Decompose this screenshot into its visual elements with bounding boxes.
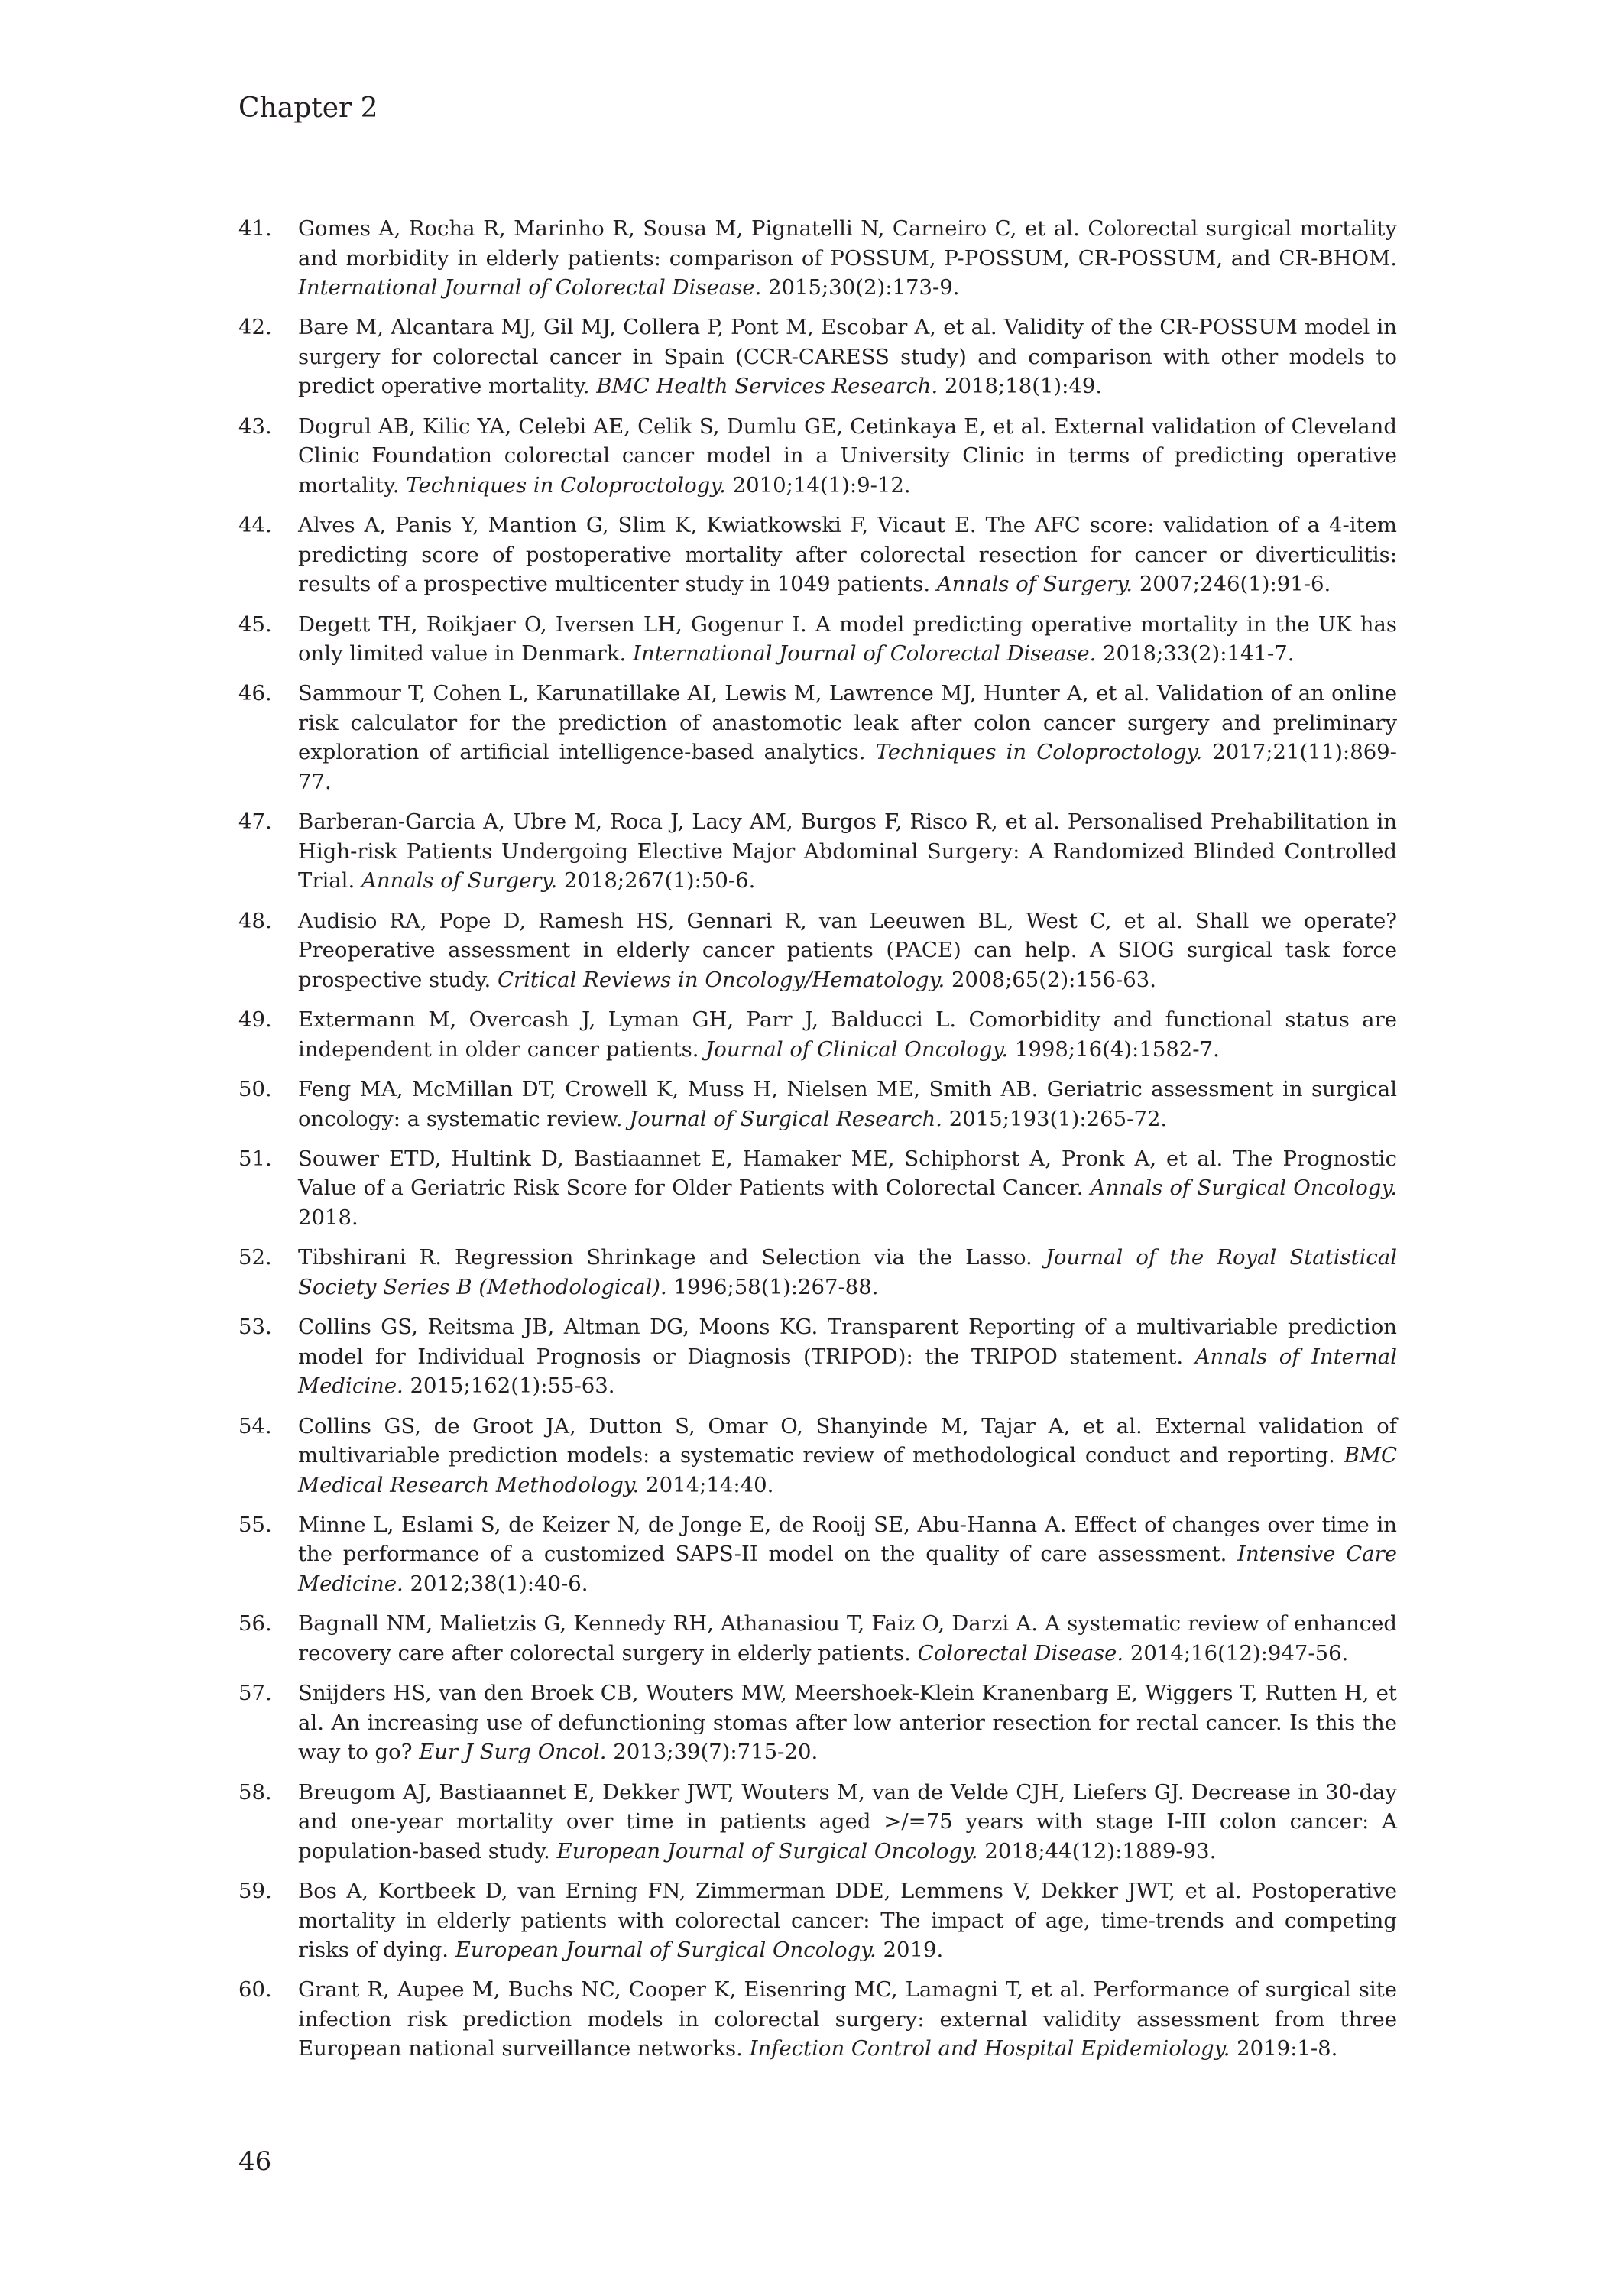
- reference-number: 57.: [238, 1681, 272, 1706]
- reference-item: [238, 1075, 1397, 1134]
- reference-journal: Journal of Clinical Oncology.: [705, 1036, 1009, 1062]
- reference-text: Minne L, Eslami S, de Keizer N, de Jonge E, de Rooij SE, Abu-Hanna A. Effect of changes over time in the performance of a customized SAPS-II model on the quality of care assessment.: [298, 1512, 1397, 1567]
- reference-number: 50.: [238, 1077, 272, 1102]
- reference-journal: Journal of Surgical Research.: [629, 1106, 942, 1131]
- reference-journal: International Journal of Colorectal Disease.: [632, 641, 1097, 666]
- reference-number: 58.: [238, 1779, 272, 1805]
- reference-journal: European Journal of Surgical Oncology.: [455, 1938, 877, 1963]
- reference-item: [238, 1312, 1397, 1401]
- reference-number: 48.: [238, 908, 272, 933]
- reference-citation: 2014;14:40.: [646, 1472, 774, 1497]
- reference-item: [238, 1144, 1397, 1233]
- reference-text: Snijders HS, van den Broek CB, Wouters MW, Meershoek-Klein Kranenbarg E, Wiggers T, Rutten H, et al. An increasing use of defunctioning stomas after low anterior resection for rectal cancer. Is this the way to go?: [298, 1681, 1397, 1765]
- reference-text: Breugom AJ, Bastiaannet E, Dekker JWT, Wouters M, van de Velde CJH, Liefers GJ. Decrease in 30-day and one-year mortality over time in patients aged >/=75 years with stage I-III colon cancer: A population-based study.: [298, 1779, 1397, 1863]
- reference-item: [238, 1876, 1397, 1965]
- reference-text: Bos A, Kortbeek D, van Erning FN, Zimmerman DDE, Lemmens V, Dekker JWT, et al. Postoperative mortality in elderly patients with colorectal cancer: The impact of age, time-trends and competing risks of dying.: [298, 1879, 1397, 1963]
- reference-journal: Critical Reviews in Oncology/Hematology.: [497, 967, 945, 992]
- reference-journal: Journal of the Royal Statistical Society Series B (Methodological).: [298, 1245, 1398, 1299]
- reference-citation: 2018;18(1):49.: [944, 374, 1103, 399]
- reference-item: [238, 679, 1397, 796]
- reference-item: [238, 1678, 1397, 1767]
- reference-item: [238, 1778, 1397, 1867]
- reference-journal: Annals of Surgical Oncology.: [1090, 1176, 1398, 1201]
- reference-citation: 2018;44(12):1889-93.: [984, 1838, 1217, 1863]
- reference-text: Bagnall NM, Malietzis G, Kennedy RH, Athanasiou T, Faiz O, Darzi A. A systematic review of enhanced recovery care after colorectal surgery in elderly patients.: [298, 1611, 1397, 1665]
- reference-journal: Annals of Surgery.: [361, 868, 558, 894]
- reference-journal: Colorectal Disease.: [917, 1640, 1124, 1665]
- reference-journal: Annals of Internal Medicine.: [298, 1344, 1397, 1399]
- reference-journal: Techniques in Coloproctology.: [875, 740, 1203, 765]
- reference-journal: Intensive Care Medicine.: [298, 1542, 1397, 1596]
- reference-number: 43.: [238, 414, 272, 439]
- reference-citation: 2015;162(1):55-63.: [410, 1374, 615, 1399]
- reference-item: [238, 807, 1397, 896]
- reference-number: 42.: [238, 315, 272, 340]
- reference-citation: 2013;39(7):715-20.: [613, 1740, 818, 1765]
- reference-item: [238, 1609, 1397, 1668]
- reference-citation: 1996;58(1):267-88.: [673, 1274, 879, 1299]
- reference-citation: 2007;246(1):91-6.: [1139, 572, 1331, 597]
- reference-text: Barberan-Garcia A, Ubre M, Roca J, Lacy AM, Burgos F, Risco R, et al. Personalised Prehabilitation in High-risk Patients Undergoing Elective Major Abdominal Surgery: A Randomized Blinded Controlled Trial.: [298, 809, 1397, 894]
- reference-text: Collins GS, de Groot JA, Dutton S, Omar O, Shanyinde M, Tajar A, et al. External validation of multivariable prediction models: a systematic review of methodological conduct and reporting.: [298, 1413, 1397, 1468]
- reference-journal: Infection Control and Hospital Epidemiology.: [749, 2036, 1230, 2061]
- reference-number: 49.: [238, 1007, 272, 1033]
- reference-text: Audisio RA, Pope D, Ramesh HS, Gennari R, van Leeuwen BL, West C, et al. Shall we operate? Preoperative assessment in elderly cancer patients (PACE) can help. A SIOG surgical task force prospective study.: [298, 908, 1397, 992]
- reference-number: 41.: [238, 216, 272, 241]
- reference-item: [238, 1975, 1397, 2064]
- reference-text: Degett TH, Roikjaer O, Iversen LH, Gogenur I. A model predicting operative mortality in the UK has only limited value in Denmark.: [298, 611, 1397, 666]
- reference-citation: 2018;267(1):50-6.: [563, 868, 756, 894]
- reference-item: [238, 313, 1397, 401]
- reference-citation: 2010;14(1):9-12.: [732, 472, 911, 498]
- reference-text: Dogrul AB, Kilic YA, Celebi AE, Celik S, Dumlu GE, Cetinkaya E, et al. External validation of Cleveland Clinic Foundation colorectal cancer model in a University Clinic in terms of predicting operative mortality.: [298, 414, 1397, 498]
- reference-text: Sammour T, Cohen L, Karunatillake AI, Lewis M, Lawrence MJ, Hunter A, et al. Validation of an online risk calculator for the prediction of anastomotic leak after colon cancer surgery and preliminary exploration of artificial intelligence-based analytics.: [298, 681, 1397, 765]
- reference-citation: 2014;16(12):947-56.: [1130, 1640, 1349, 1665]
- reference-citation: 2015;30(2):173-9.: [768, 275, 960, 300]
- reference-number: 47.: [238, 809, 272, 835]
- reference-journal: Annals of Surgery.: [936, 572, 1133, 597]
- reference-text: Grant R, Aupee M, Buchs NC, Cooper K, Eisenring MC, Lamagni T, et al. Performance of surgical site infection risk prediction models in colorectal surgery: external validity assessment from three European national surveillance networks.: [298, 1977, 1397, 2061]
- reference-item: [238, 1005, 1397, 1064]
- reference-text: Collins GS, Reitsma JB, Altman DG, Moons KG. Transparent Reporting of a multivariable prediction model for Individual Prognosis or Diagnosis (TRIPOD): the TRIPOD statement.: [298, 1315, 1397, 1369]
- reference-text: Souwer ETD, Hultink D, Bastiaannet E, Hamaker ME, Schiphorst A, Pronk A, et al. The Prognostic Value of a Geriatric Risk Score for Older Patients with Colorectal Cancer.: [298, 1146, 1397, 1201]
- reference-journal: International Journal of Colorectal Disease.: [298, 275, 762, 300]
- reference-item: [238, 1412, 1397, 1500]
- reference-number: 51.: [238, 1146, 272, 1171]
- reference-item: [238, 906, 1397, 995]
- reference-item: [238, 412, 1397, 501]
- reference-citation: 2015;193(1):265-72.: [948, 1106, 1168, 1131]
- reference-citation: 2019:1-8.: [1237, 2036, 1338, 2061]
- reference-citation: 2012;38(1):40-6.: [410, 1571, 588, 1596]
- page-number: 46: [238, 2146, 272, 2177]
- reference-citation: 2017;21(11):869-77.: [298, 740, 1397, 794]
- reference-list: [238, 214, 1397, 2074]
- reference-item: [238, 1243, 1397, 1302]
- reference-citation: 2018.: [298, 1205, 358, 1230]
- reference-citation: 1998;16(4):1582-7.: [1014, 1036, 1220, 1062]
- reference-number: 55.: [238, 1512, 272, 1537]
- reference-number: 52.: [238, 1245, 272, 1270]
- reference-number: 60.: [238, 1977, 272, 2003]
- reference-number: 46.: [238, 681, 272, 706]
- reference-number: 45.: [238, 611, 272, 637]
- reference-journal: Techniques in Coloproctology.: [406, 472, 726, 498]
- reference-text: Bare M, Alcantara MJ, Gil MJ, Collera P, Pont M, Escobar A, et al. Validity of the CR-POSSUM model in surgery for colorectal cancer in Spain (CCR-CARESS study) and comparison with other models to predict operative mortality.: [298, 315, 1397, 399]
- reference-journal: BMC Health Services Research.: [596, 374, 938, 399]
- reference-number: 44.: [238, 513, 272, 538]
- reference-citation: 2019.: [883, 1938, 944, 1963]
- reference-number: 53.: [238, 1315, 272, 1340]
- reference-item: [238, 214, 1397, 303]
- reference-item: [238, 1510, 1397, 1599]
- reference-journal: Eur J Surg Oncol.: [419, 1740, 607, 1765]
- reference-text: Tibshirani R. Regression Shrinkage and Selection via the Lasso.: [298, 1245, 1032, 1270]
- reference-number: 56.: [238, 1611, 272, 1636]
- reference-citation: 2008;65(2):156-63.: [951, 967, 1156, 992]
- reference-text: Gomes A, Rocha R, Marinho R, Sousa M, Pignatelli N, Carneiro C, et al. Colorectal surgical mortality and morbidity in elderly patients: comparison of POSSUM, P-POSSUM, CR-POSSUM, and CR-BHOM.: [298, 216, 1397, 271]
- reference-citation: 2018;33(2):141-7.: [1103, 641, 1295, 666]
- reference-number: 54.: [238, 1413, 272, 1438]
- reference-item: [238, 610, 1397, 669]
- reference-text: Alves A, Panis Y, Mantion G, Slim K, Kwiatkowski F, Vicaut E. The AFC score: validation of a 4-item predicting score of postoperative mortality after colorectal resection for cancer or diverticulitis: results of a prospective multicenter study in 1049 patients.: [298, 513, 1397, 597]
- reference-journal: European Journal of Surgical Oncology.: [556, 1838, 978, 1863]
- reference-journal: BMC Medical Research Methodology.: [298, 1443, 1397, 1497]
- reference-text: Extermann M, Overcash J, Lyman GH, Parr J, Balducci L. Comorbidity and functional status are independent in older cancer patients.: [298, 1007, 1397, 1062]
- reference-item: [238, 511, 1397, 599]
- reference-number: 59.: [238, 1879, 272, 1904]
- reference-text: Feng MA, McMillan DT, Crowell K, Muss H, Nielsen ME, Smith AB. Geriatric assessment in surgical oncology: a systematic review.: [298, 1077, 1397, 1131]
- chapter-header: Chapter 2: [238, 92, 378, 124]
